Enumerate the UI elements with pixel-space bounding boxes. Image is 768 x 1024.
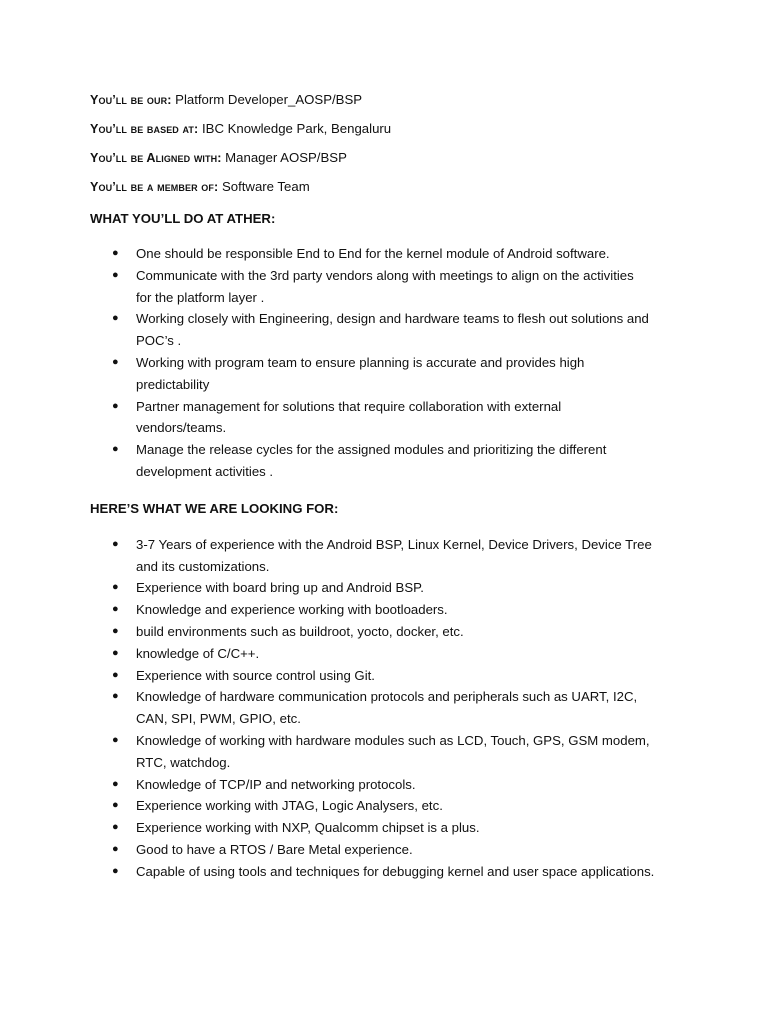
bullet-icon: ● xyxy=(112,690,119,703)
bullet-icon: ● xyxy=(112,399,119,412)
list-item-text: knowledge of C/C++. xyxy=(136,645,260,661)
list-item-text: Experience with source control using Git. xyxy=(136,667,375,683)
list-item-text: and its customizations. xyxy=(136,558,270,574)
list-item-text: development activities . xyxy=(136,463,274,479)
list-item-text: Experience with board bring up and Android BSP. xyxy=(136,580,424,596)
meta-location xyxy=(90,121,688,137)
list-item xyxy=(90,621,688,643)
list-item xyxy=(90,577,688,599)
meta-role-value: Platform Developer_AOSP/BSP xyxy=(171,92,363,107)
section-heading-requirements: HERE’S WHAT WE ARE LOOKING FOR: xyxy=(90,500,339,516)
bullet-icon: ● xyxy=(112,603,119,616)
list-item-text: Working with program team to ensure planning is accurate and provides high xyxy=(136,354,585,370)
list-item-text: Knowledge and experience working with bootloaders. xyxy=(136,602,448,618)
list-item xyxy=(90,861,688,883)
list-item-text: build environments such as buildroot, yocto, docker, etc. xyxy=(136,623,464,639)
list-item-text: predictability xyxy=(136,376,210,392)
meta-manager xyxy=(90,150,688,166)
bullet-icon: ● xyxy=(112,733,119,746)
bullet-icon: ● xyxy=(112,312,119,325)
meta-team xyxy=(90,179,688,195)
list-item xyxy=(90,439,688,483)
list-item xyxy=(90,534,688,578)
meta-manager-label: You’ll be Aligned with: xyxy=(90,151,222,165)
bullet-icon: ● xyxy=(112,443,119,456)
list-item xyxy=(90,839,688,861)
list-item-text: Knowledge of TCP/IP and networking protocols. xyxy=(136,776,416,792)
list-item-text: Experience working with NXP, Qualcomm chipset is a plus. xyxy=(136,820,480,836)
list-item-text: Capable of using tools and techniques for debugging kernel and user space applications. xyxy=(136,863,655,879)
responsibilities-list xyxy=(90,243,688,483)
bullet-icon: ● xyxy=(112,268,119,281)
list-item xyxy=(90,665,688,687)
list-item-text: Experience working with JTAG, Logic Analysers, etc. xyxy=(136,798,443,814)
list-item xyxy=(90,730,688,774)
bullet-icon: ● xyxy=(112,624,119,637)
list-item-text: POC’s . xyxy=(136,333,182,349)
meta-team-label: You’ll be a member of: xyxy=(90,180,219,194)
bullet-icon: ● xyxy=(112,247,119,259)
list-item xyxy=(90,686,688,730)
bullet-icon: ● xyxy=(112,864,119,877)
requirements-list xyxy=(90,534,688,883)
meta-manager-value: Manager AOSP/BSP xyxy=(221,150,347,165)
meta-location-label: You’ll be based at: xyxy=(90,122,199,136)
list-item-text: Manage the release cycles for the assigned modules and prioritizing the different xyxy=(136,442,607,458)
list-item xyxy=(90,643,688,665)
list-item-text: Partner management for solutions that require collaboration with external xyxy=(136,398,562,414)
list-item-text: Knowledge of hardware communication protocols and peripherals such as UART, I2C, xyxy=(136,689,638,705)
bullet-icon: ● xyxy=(112,799,119,812)
list-item-text: Communicate with the 3rd party vendors along with meetings to align on the activities xyxy=(136,267,634,283)
list-item-text: Good to have a RTOS / Bare Metal experience. xyxy=(136,841,413,857)
list-item-text: vendors/teams. xyxy=(136,420,227,436)
list-item-text: Knowledge of working with hardware modules such as LCD, Touch, GPS, GSM modem, xyxy=(136,732,650,748)
bullet-icon: ● xyxy=(112,668,119,681)
list-item xyxy=(90,817,688,839)
list-item xyxy=(90,795,688,817)
list-item-text: One should be responsible End to End for the kernel module of Android software. xyxy=(136,246,610,261)
meta-role xyxy=(90,92,688,108)
list-item xyxy=(90,352,688,396)
list-item xyxy=(90,774,688,796)
list-item-text: for the platform layer . xyxy=(136,289,265,305)
bullet-icon: ● xyxy=(112,842,119,855)
list-item-text: CAN, SPI, PWM, GPIO, etc. xyxy=(136,711,301,727)
meta-role-label: You’ll be our: xyxy=(90,93,172,107)
list-item-text: RTC, watchdog. xyxy=(136,754,231,770)
bullet-icon: ● xyxy=(112,646,119,659)
list-item xyxy=(90,265,688,309)
list-item-text: Working closely with Engineering, design and hardware teams to flesh out solutions and xyxy=(136,311,649,327)
section-heading-responsibilities: WHAT YOU’LL DO AT ATHER: xyxy=(90,211,276,226)
list-item xyxy=(90,243,688,265)
meta-location-value: IBC Knowledge Park, Bengaluru xyxy=(198,121,392,136)
bullet-icon: ● xyxy=(112,821,119,834)
meta-team-value: Software Team xyxy=(218,179,310,194)
list-item xyxy=(90,599,688,621)
bullet-icon: ● xyxy=(112,355,119,368)
bullet-icon: ● xyxy=(112,581,119,594)
bullet-icon: ● xyxy=(112,537,119,550)
list-item-text: 3-7 Years of experience with the Android BSP, Linux Kernel, Device Drivers, Device Tree xyxy=(136,536,652,552)
bullet-icon: ● xyxy=(112,777,119,790)
list-item xyxy=(90,396,688,440)
list-item xyxy=(90,308,688,352)
job-meta-block xyxy=(90,92,688,195)
